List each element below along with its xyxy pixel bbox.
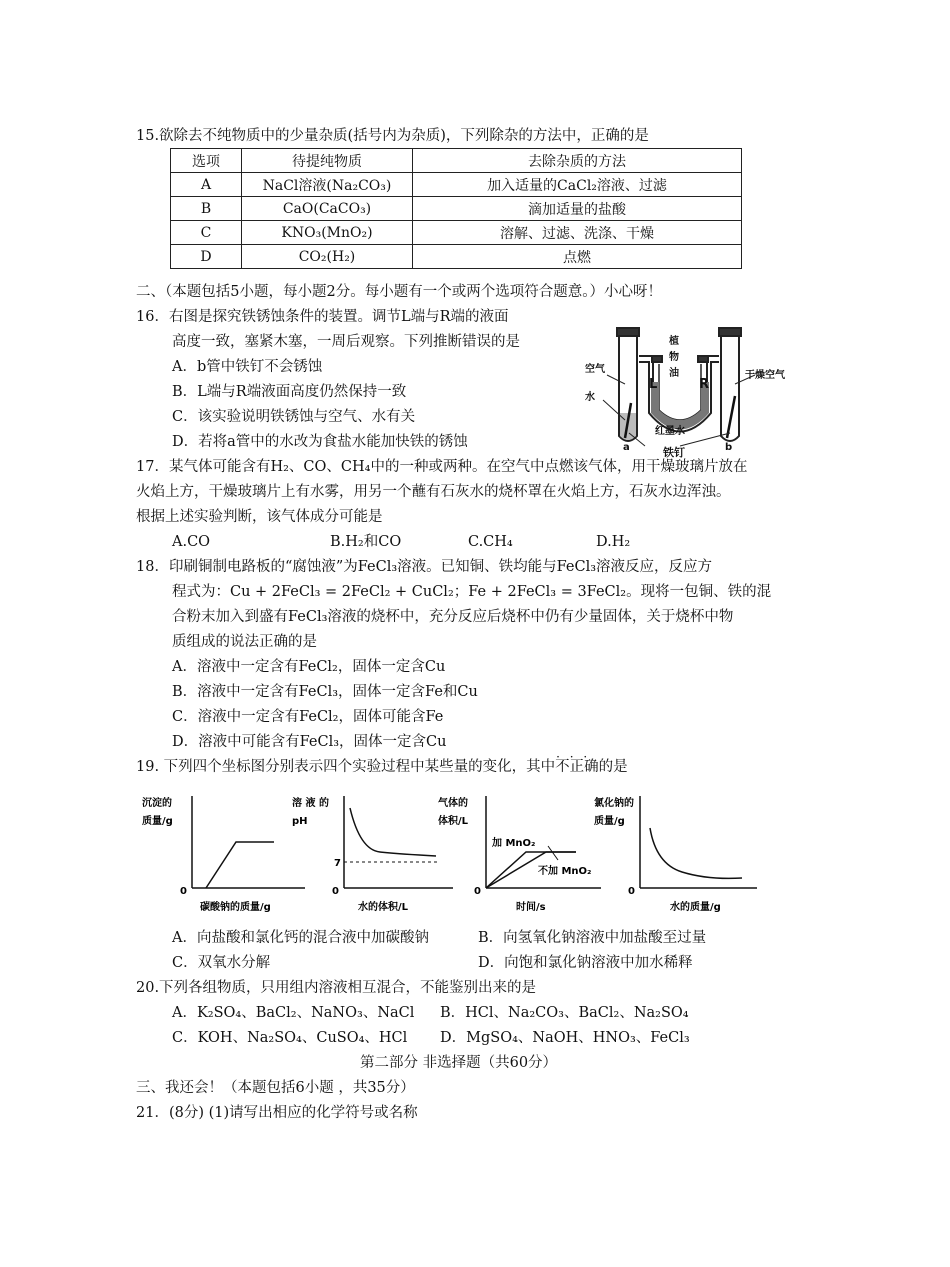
q18-line-3: 合粉末加入到盛有FeCl₃溶液的烧杯中，充分反应后烧杯中仍有少量固体，关于烧杯中物 xyxy=(172,609,734,625)
q15-stem: 15.欲除去不纯物质中的少量杂质(括号内为杂质)，下列除杂的方法中，正确的是 xyxy=(136,128,649,144)
q18-line-1: 18．印刷铜制电路板的“腐蚀液”为FeCl₃溶液。已知铜、铁均能与FeCl₃溶液反应，反应方 xyxy=(136,559,713,575)
table-row xyxy=(171,197,742,221)
graph-a-ylabel-1: 沉淀的 xyxy=(142,798,172,809)
graph-a-ylabel-2: 质量/g xyxy=(142,816,173,827)
table-header-row xyxy=(171,149,742,173)
graph-a-curve xyxy=(206,842,274,888)
q20-option-d: D．MgSO₄、NaOH、HNO₃、FeCl₃ xyxy=(440,1030,690,1046)
graph-a-xlabel: 碳酸钠的质量/g xyxy=(200,902,271,913)
graph-d-xlabel: 水的质量/g xyxy=(670,902,721,913)
q20-option-b: B．HCl、Na₂CO₃、BaCl₂、Na₂SO₄ xyxy=(440,1005,689,1021)
graph-c-label-with: 加 MnO₂ xyxy=(492,838,536,849)
label-R: R xyxy=(699,377,710,392)
q17-option-d: D.H₂ xyxy=(596,534,631,550)
cell-method: 加入适量的CaCl₂溶液、过滤 xyxy=(413,173,742,197)
graph-b-curve xyxy=(350,808,436,856)
q19-option-a: A．向盐酸和氯化钙的混合液中加碳酸钠 xyxy=(172,930,429,946)
q18-line-2: 程式为：Cu + 2FeCl₃ = 2FeCl₂ + CuCl₂；Fe + 2FeCl₃ = 3FeCl₂。现将一包铜、铁的混 xyxy=(172,584,772,600)
stopper-a xyxy=(617,328,639,336)
q19-stem-part-2: 的是 xyxy=(598,759,628,775)
q16-stem-2: 高度一致，塞紧木塞，一周后观察。下列推断错误的是 xyxy=(172,334,520,350)
graph-c-ylabel-2: 体积/L xyxy=(438,816,469,827)
q20-stem: 20.下列各组物质，只用组内溶液相互混合，不能鉴别出来的是 xyxy=(136,980,537,996)
q17-option-b: B.H₂和CO xyxy=(330,534,402,550)
graph-b-xlabel: 水的体积/L xyxy=(358,902,409,913)
q20-option-c: C．KOH、Na₂SO₄、CuSO₄、HCl xyxy=(172,1030,408,1046)
q19-option-c: C．双氧水分解 xyxy=(172,955,271,971)
graph-a-origin: 0 xyxy=(180,886,187,897)
graph-b-ylabel-2: pH xyxy=(292,816,308,827)
graph-d-ylabel-2: 质量/g xyxy=(594,816,625,827)
label-red-water: 红墨水 xyxy=(655,426,685,437)
graph-c-origin: 0 xyxy=(474,886,481,897)
cell-substance: CaO(CaCO₃) xyxy=(242,197,413,221)
q19-graph-c xyxy=(436,788,606,920)
part-2-heading: 第二部分 非选择题（共60分） xyxy=(360,1055,558,1071)
label-L: L xyxy=(649,377,658,392)
cell-method: 溶解、过滤、洗涤、干燥 xyxy=(413,221,742,245)
col-header: 选项 xyxy=(171,149,242,173)
label-water: 水 xyxy=(585,392,595,403)
graph-b-ylabel-1: 溶 液 的 xyxy=(292,798,329,809)
section-2-heading: 二、（本题包括5小题，每小题2分。每小题有一个或两个选项符合题意。）小心呀！ xyxy=(136,284,662,300)
label-air: 空气 xyxy=(585,364,605,375)
q19-graph-a xyxy=(140,788,310,920)
cell-substance: KNO₃(MnO₂) xyxy=(242,221,413,245)
q15-table xyxy=(170,148,742,269)
q19-graph-b xyxy=(288,788,458,920)
q18-option-c: C．溶液中一定含有FeCl₂，固体可能含Fe xyxy=(172,709,444,725)
rusting-apparatus-figure xyxy=(585,318,805,458)
label-oil-2: 物 xyxy=(669,352,679,363)
nail-b xyxy=(727,396,735,438)
graph-b-origin: 0 xyxy=(332,886,339,897)
cell-option: B xyxy=(171,197,242,221)
q17-option-a: A.CO xyxy=(172,534,211,550)
q16-option-d: D．若将a管中的水改为食盐水能加快铁的锈蚀 xyxy=(172,434,468,450)
q18-line-4: 质组成的说法正确的是 xyxy=(172,634,317,650)
table-row xyxy=(171,173,742,197)
graph-d-ylabel-1: 氯化钠的 xyxy=(594,798,634,809)
cell-option: C xyxy=(171,221,242,245)
q19-option-b: B．向氢氧化钠溶液中加盐酸至过量 xyxy=(478,930,707,946)
q21-stem: 21．(8分) (1)请写出相应的化学符号或名称 xyxy=(136,1105,418,1121)
q17-line-1: 17．某气体可能含有H₂、CO、CH₄中的一种或两种。在空气中点燃该气体，用干燥玻璃片放在 xyxy=(136,459,748,475)
cell-substance: CO₂(H₂) xyxy=(242,245,413,269)
q17-line-2: 火焰上方，干燥玻璃片上有水雾，用另一个蘸有石灰水的烧杯罩在火焰上方，石灰水边浑浊。 xyxy=(136,484,731,500)
q16-option-b: B．L端与R端液面高度仍然保持一致 xyxy=(172,384,407,400)
graph-b-mark-7: 7 xyxy=(334,858,341,869)
q17-line-3: 根据上述实验判断，该气体成分可能是 xyxy=(136,509,383,525)
section-3-heading: 三、我还会！（本题包括6小题 ，共35分） xyxy=(136,1080,415,1096)
q18-option-d: D．溶液中可能含有FeCl₃，固体一定含Cu xyxy=(172,734,447,750)
q19-stem-part-1: 19. 下列四个坐标图分别表示四个实验过程中某些量的变化，其中 xyxy=(136,759,556,775)
label-oil-3: 油 xyxy=(669,368,679,379)
label-oil-1: 植 xyxy=(669,336,679,347)
q16-option-a: A．b管中铁钉不会锈蚀 xyxy=(172,359,323,375)
q19-graph-d xyxy=(592,788,762,920)
q19-option-d: D．向饱和氯化钠溶液中加水稀释 xyxy=(478,955,693,971)
u-tube-inner xyxy=(659,364,701,420)
q17-option-c: C.CH₄ xyxy=(468,534,513,550)
q18-option-b: B．溶液中一定含有FeCl₃，固体一定含Fe和Cu xyxy=(172,684,478,700)
label-dry-air: 干燥空气 xyxy=(745,370,785,381)
table-row xyxy=(171,245,742,269)
label-a: a xyxy=(623,442,630,453)
cell-method: 点燃 xyxy=(413,245,742,269)
q18-option-a: A．溶液中一定含有FeCl₂，固体一定含Cu xyxy=(172,659,446,675)
q16-option-c: C．该实验说明铁锈蚀与空气、水有关 xyxy=(172,409,416,425)
cell-method: 滴加适量的盐酸 xyxy=(413,197,742,221)
graph-c-label-without: 不加 MnO₂ xyxy=(538,866,592,877)
col-header: 待提纯物质 xyxy=(242,149,413,173)
q19-stem xyxy=(136,757,628,777)
cell-option: D xyxy=(171,245,242,269)
label-nail: 铁钉 xyxy=(663,446,685,458)
q20-option-a: A．K₂SO₄、BaCl₂、NaNO₃、NaCl xyxy=(172,1005,415,1021)
graph-d-curve xyxy=(650,828,742,878)
graph-c-ylabel-1: 气体的 xyxy=(438,798,468,809)
cell-option: A xyxy=(171,173,242,197)
q19-emphasis: 不正确 · · · xyxy=(555,759,599,775)
label-b: b xyxy=(725,442,733,453)
graph-d-origin: 0 xyxy=(628,886,635,897)
q16-stem-1: 16．右图是探究铁锈蚀条件的装置。调节L端与R端的液面 xyxy=(136,309,509,325)
col-header: 去除杂质的方法 xyxy=(413,149,742,173)
graph-c-xlabel: 时间/s xyxy=(516,902,546,913)
stopper-b xyxy=(719,328,741,336)
cell-substance: NaCl溶液(Na₂CO₃) xyxy=(242,173,413,197)
table-row xyxy=(171,221,742,245)
